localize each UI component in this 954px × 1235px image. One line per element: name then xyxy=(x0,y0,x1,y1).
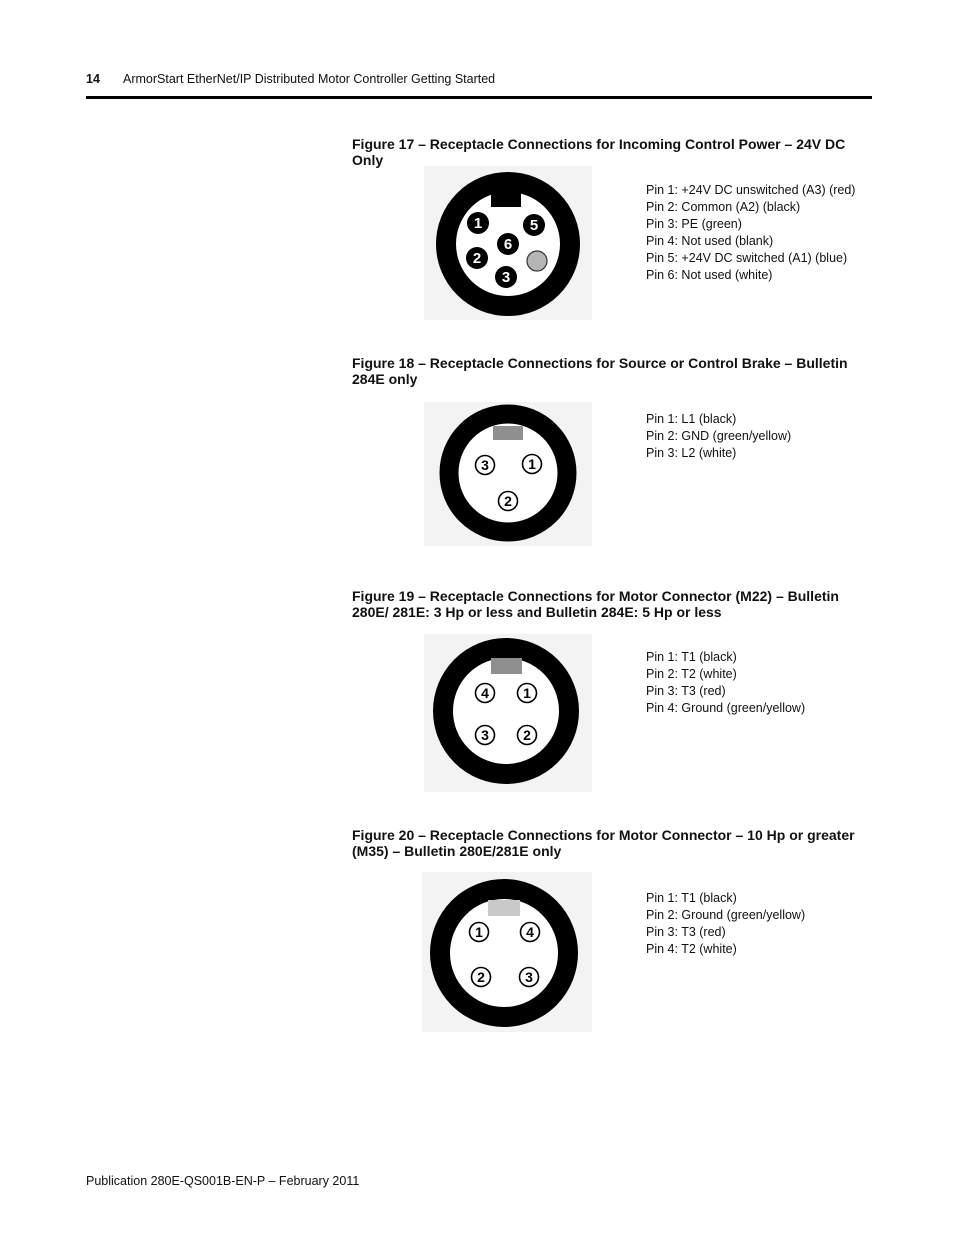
pin-description: Pin 2: Ground (green/yellow) xyxy=(646,908,806,922)
pin-description: Pin 2: T2 (white) xyxy=(646,667,737,681)
pin-description: Pin 6: Not used (white) xyxy=(646,268,773,282)
pin-number-label: 2 xyxy=(523,727,531,743)
pin-description: Pin 4: Ground (green/yellow) xyxy=(646,701,806,715)
figure-17-connector-image xyxy=(424,166,592,320)
figure-17-caption: Figure 17 – Receptacle Connections for Incoming Control Power – 24V DC Only xyxy=(352,136,846,168)
figure-17-pin-list xyxy=(646,182,855,284)
pin-description: Pin 2: GND (green/yellow) xyxy=(646,429,792,443)
header-title: ArmorStart EtherNet/IP Distributed Motor Controller Getting Started xyxy=(123,72,496,86)
pin-description: Pin 5: +24V DC switched (A1) (blue) xyxy=(646,251,848,265)
figure-20-connector-image xyxy=(422,872,592,1032)
pin-description: Pin 4: Not used (blank) xyxy=(646,234,774,248)
pin-description: Pin 3: T3 (red) xyxy=(646,684,726,698)
pin-number-label: 3 xyxy=(525,969,533,985)
pin-number-label: 1 xyxy=(473,215,483,232)
pin-number-label: 3 xyxy=(481,727,489,743)
figure-19-caption: Figure 19 – Receptacle Connections for Motor Connector (M22) – Bulletin 280E/ 281E: 3 Hp or less and Bulletin 284E: 5 Hp or less xyxy=(352,588,839,620)
figure-20-pin-list xyxy=(646,890,805,958)
pin-number-label: 2 xyxy=(472,250,482,267)
pin-description: Pin 1: +24V DC unswitched (A3) (red) xyxy=(646,183,856,197)
header-rule xyxy=(86,96,872,99)
pin-description: Pin 3: T3 (red) xyxy=(646,925,726,939)
figure-18-caption: Figure 18 – Receptacle Connections for Source or Control Brake – Bulletin 284E only xyxy=(352,355,848,387)
pin-number-label: 4 xyxy=(526,924,534,940)
pin-description: Pin 4: T2 (white) xyxy=(646,942,737,956)
pin-number-label: 4 xyxy=(481,685,489,701)
figure-19-pin-list xyxy=(646,649,805,717)
page-number: 14 xyxy=(86,72,100,86)
pin-number-label: 2 xyxy=(504,493,512,509)
pin-number-label: 2 xyxy=(477,969,485,985)
pin-number-label: 5 xyxy=(529,217,539,234)
figure-18-connector-image xyxy=(424,402,592,546)
page-header xyxy=(86,72,872,98)
pin-description: Pin 1: L1 (black) xyxy=(646,412,737,426)
figure-18-pin-list xyxy=(646,411,791,462)
publication-footer: Publication 280E-QS001B-EN-P – February 2011 xyxy=(86,1174,360,1188)
pin-number-label: 1 xyxy=(528,456,536,472)
pin-number-label: 1 xyxy=(523,685,531,701)
pin-number-label: 6 xyxy=(503,236,513,253)
pin-description: Pin 3: PE (green) xyxy=(646,217,742,231)
pin-description: Pin 1: T1 (black) xyxy=(646,891,737,905)
pin-description: Pin 3: L2 (white) xyxy=(646,446,737,460)
pin-description: Pin 1: T1 (black) xyxy=(646,650,737,664)
figure-20-caption: Figure 20 – Receptacle Connections for Motor Connector – 10 Hp or greater (M35) – Bulletin 280E/281E only xyxy=(352,827,855,859)
figure-19-connector-image xyxy=(424,634,592,792)
pin-description: Pin 2: Common (A2) (black) xyxy=(646,200,801,214)
pin-number-label: 1 xyxy=(475,924,483,940)
pin-number-label: 3 xyxy=(501,269,511,286)
pin-number-label: 3 xyxy=(481,457,489,473)
